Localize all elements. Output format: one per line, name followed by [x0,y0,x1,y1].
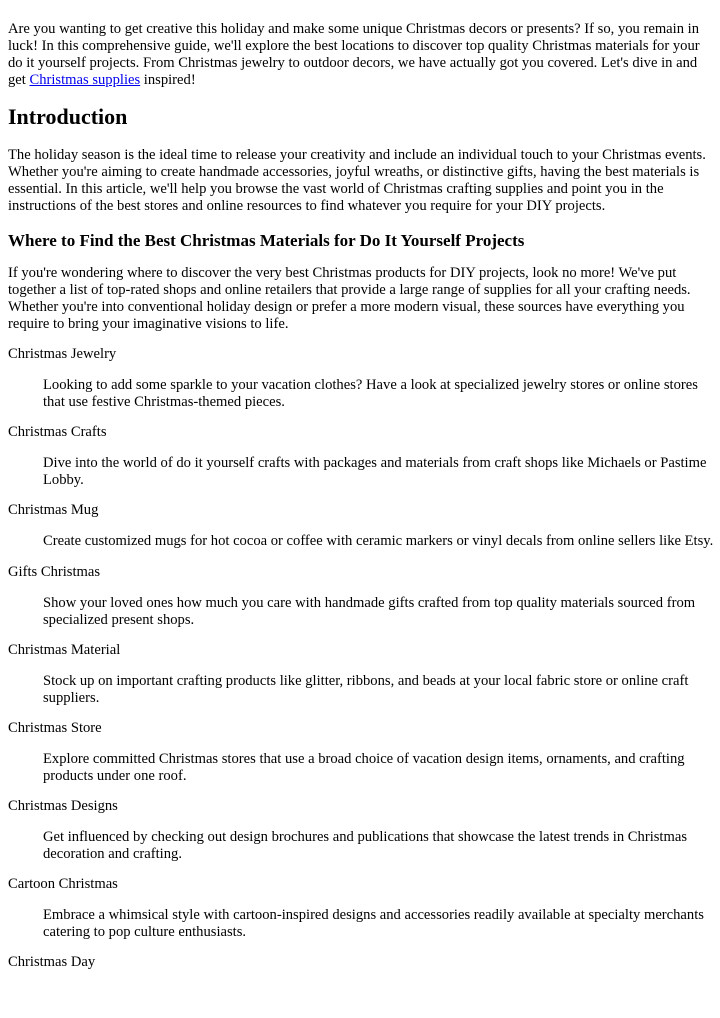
where-to-find-paragraph: If you're wondering where to discover the very best Christmas products for DIY projects, look no more! We've put together a list of top-rated shops and online retailers that provide a large range of supplies for all your crafting needs. Whether you're into conventional holiday design or prefer a more modern visual, these sources have everything you require to bring your imaginative visions to life. [8,265,691,332]
introduction-heading: Introduction [8,104,128,129]
description-christmas-crafts: Dive into the world of do it yourself crafts with packages and materials from craft shops like Michaels or Pastime Lobby. [43,455,707,488]
term-christmas-store: Christmas Store [8,720,102,736]
opening-paragraph [8,21,710,89]
description-cartoon-christmas: Embrace a whimsical style with cartoon-inspired designs and accessories readily available at specialty merchants catering to pop culture enthusiasts. [43,907,704,940]
term-gifts-christmas: Gifts Christmas [8,564,101,580]
term-christmas-designs: Christmas Designs [8,798,118,814]
description-christmas-designs: Get influenced by checking out design brochures and publications that showcase the latest trends in Christmas decoration and crafting. [43,829,687,862]
term-christmas-jewelry: Christmas Jewelry [8,346,117,362]
term-christmas-material: Christmas Material [8,642,121,658]
description-christmas-jewelry: Looking to add some sparkle to your vacation clothes? Have a look at specialized jewelry stores or online stores that use festive Christmas-themed pieces. [43,377,698,410]
opening-text-after-link: inspired! [140,72,196,88]
christmas-supplies-link[interactable]: Christmas supplies [29,72,141,88]
description-christmas-store: Explore committed Christmas stores that use a broad choice of vacation design items, ornaments, and crafting products under one roof. [43,751,685,784]
where-to-find-heading: Where to Find the Best Christmas Materials for Do It Yourself Projects [8,231,525,250]
term-christmas-mug: Christmas Mug [8,502,99,518]
term-cartoon-christmas: Cartoon Christmas [8,876,118,892]
description-christmas-material: Stock up on important crafting products like glitter, ribbons, and beads at your local fabric store or online craft suppliers. [43,673,689,706]
term-christmas-day: Christmas Day [8,954,96,970]
description-gifts-christmas: Show your loved ones how much you care with handmade gifts crafted from top quality materials sourced from specialized present shops. [43,595,696,628]
description-christmas-mug: Create customized mugs for hot cocoa or coffee with ceramic markers or vinyl decals from online sellers like Etsy. [43,533,714,549]
opening-text-before-link: Are you wanting to get creative this holiday and make some unique Christmas decors or presents? If so, you remain in luck! In this comprehensive guide, we'll explore the best locations to discover top quality Christmas materials for your do it yourself projects. From Christmas jewelry to outdoor decors, we have actually got you covered. Let's dive in and get [8,21,700,88]
introduction-paragraph: The holiday season is the ideal time to release your creativity and include an individual touch to your Christmas events. Whether you're aiming to create handmade accessories, joyful wreaths, or distinctive gifts, having the best materials is essential. In this article, we'll help you browse the vast world of Christmas crafting supplies and point you in the instructions of the best stores and online resources to find whatever you require for your DIY projects. [8,147,706,214]
term-christmas-crafts: Christmas Crafts [8,424,107,440]
